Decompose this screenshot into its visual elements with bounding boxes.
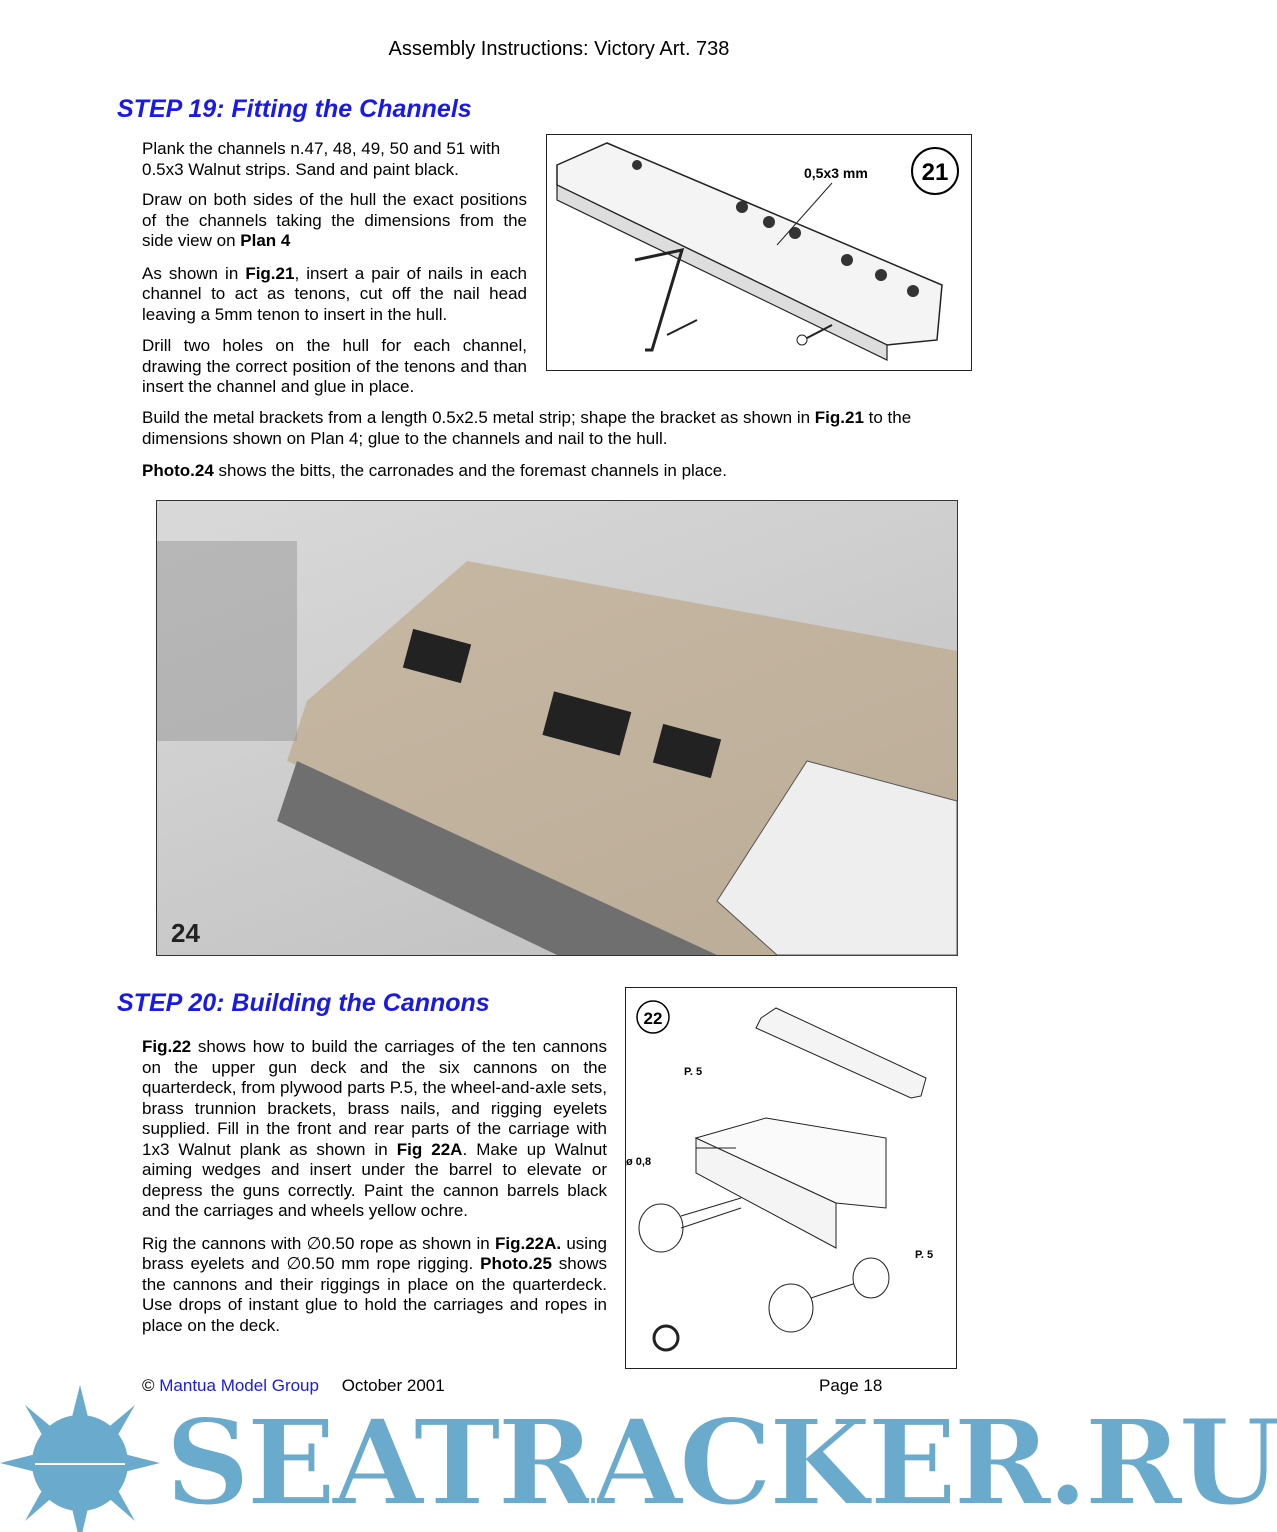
cannon-carriage-drawing xyxy=(626,988,956,1368)
text: Build the metal brackets from a length 0.5x2.5 metal strip; shape the bracket as shown in xyxy=(142,408,815,427)
photo-number: 24 xyxy=(171,918,200,948)
bold-ref: Plan 4 xyxy=(240,231,291,250)
paragraph: Plank the channels n.47, 48, 49, 50 and 51 with 0.5x3 Walnut strips. Sand and paint black. xyxy=(142,139,501,179)
figure-22 xyxy=(625,987,957,1369)
bold-ref: Fig 22A xyxy=(396,1139,463,1159)
bold-ref: Fig.22 xyxy=(142,1037,192,1056)
company-link[interactable]: Mantua Model Group xyxy=(159,1376,319,1395)
text: Draw on both sides of the hull the exact positions of the channels taking the dimensions from the side view on xyxy=(142,190,527,250)
watermark-text: SEATRACKER.RU xyxy=(165,1393,1277,1532)
page-number: Page 18 xyxy=(819,1376,883,1395)
diameter-label: ø 0,8 xyxy=(626,1156,652,1168)
bold-ref: Photo.25 xyxy=(480,1254,552,1273)
bold-ref: Photo.24 xyxy=(142,461,214,480)
bold-ref: Fig.22A. xyxy=(495,1233,562,1253)
figure-number: 22 xyxy=(643,1009,663,1028)
step19-fullwidth-text xyxy=(142,408,978,482)
text: shows how to build the carriages of the ten cannons on the upper gun deck and the six cannons on the quarterdeck, from plywood parts P.5, the wheel-and-axle sets, brass trunnion brackets, brass nails, and rigging eyelets supplied. Fill in the front and rear parts of the carriage with 1x3 Walnut plank as shown in xyxy=(142,1037,607,1159)
dimension-label: 0,5x3 mm xyxy=(804,165,868,181)
step20-heading: STEP 20: Building the Cannons xyxy=(117,989,490,1017)
paragraph xyxy=(142,461,978,482)
text: using brass eyelets and ∅0.50 mm rope rigging. xyxy=(142,1233,607,1273)
text: shows the cannons and their riggings in place on the quarterdeck. Use drops of instant glue to hold the carriages and ropes in place on the deck. xyxy=(142,1254,607,1335)
text: Rig the cannons with ∅0.50 rope as shown in xyxy=(142,1233,495,1253)
paragraph: Drill two holes on the hull for each channel, drawing the correct position of the tenons and than insert the channel and glue in place. xyxy=(142,336,527,396)
part-label-top: P. 5 xyxy=(684,1066,703,1078)
paragraph xyxy=(142,190,527,252)
paragraph xyxy=(142,408,978,449)
text: . Make up Walnut aiming wedges and insert under the barrel to elevate or depress the guns correctly. Paint the cannon barrels black and the carriages and wheels yellow ochre. xyxy=(142,1139,608,1220)
sun-watermark-icon xyxy=(0,1400,160,1527)
figure-number: 21 xyxy=(921,159,949,186)
footer-date: October 2001 xyxy=(341,1376,445,1395)
paragraph xyxy=(142,264,527,326)
paragraph xyxy=(142,1037,607,1222)
text: As shown in xyxy=(142,263,246,283)
step19-heading: STEP 19: Fitting the Channels xyxy=(117,95,472,123)
text: to the dimensions shown on Plan 4; glue to the channels and nail to the hull. xyxy=(142,408,912,448)
photo-24 xyxy=(156,500,958,956)
bold-ref: Fig.21 xyxy=(814,408,864,427)
step20-text-column xyxy=(142,1037,607,1336)
ship-deck-photo xyxy=(157,501,957,955)
page-header: Assembly Instructions: Victory Art. 738 xyxy=(388,38,730,60)
channel-drawing xyxy=(547,135,971,370)
bold-ref: Fig.21 xyxy=(245,263,295,283)
step19-text-column xyxy=(142,139,527,398)
part-label-bottom: P. 5 xyxy=(915,1249,934,1261)
paragraph xyxy=(142,1234,607,1337)
text: , insert a pair of nails in each channel to act as tenons, cut off the nail head leaving a 5mm tenon to insert in the hull. xyxy=(142,263,527,324)
text: shows the bitts, the carronades and the foremast channels in place. xyxy=(213,461,727,480)
figure-21 xyxy=(546,134,972,371)
copyright-symbol: © xyxy=(142,1376,155,1395)
